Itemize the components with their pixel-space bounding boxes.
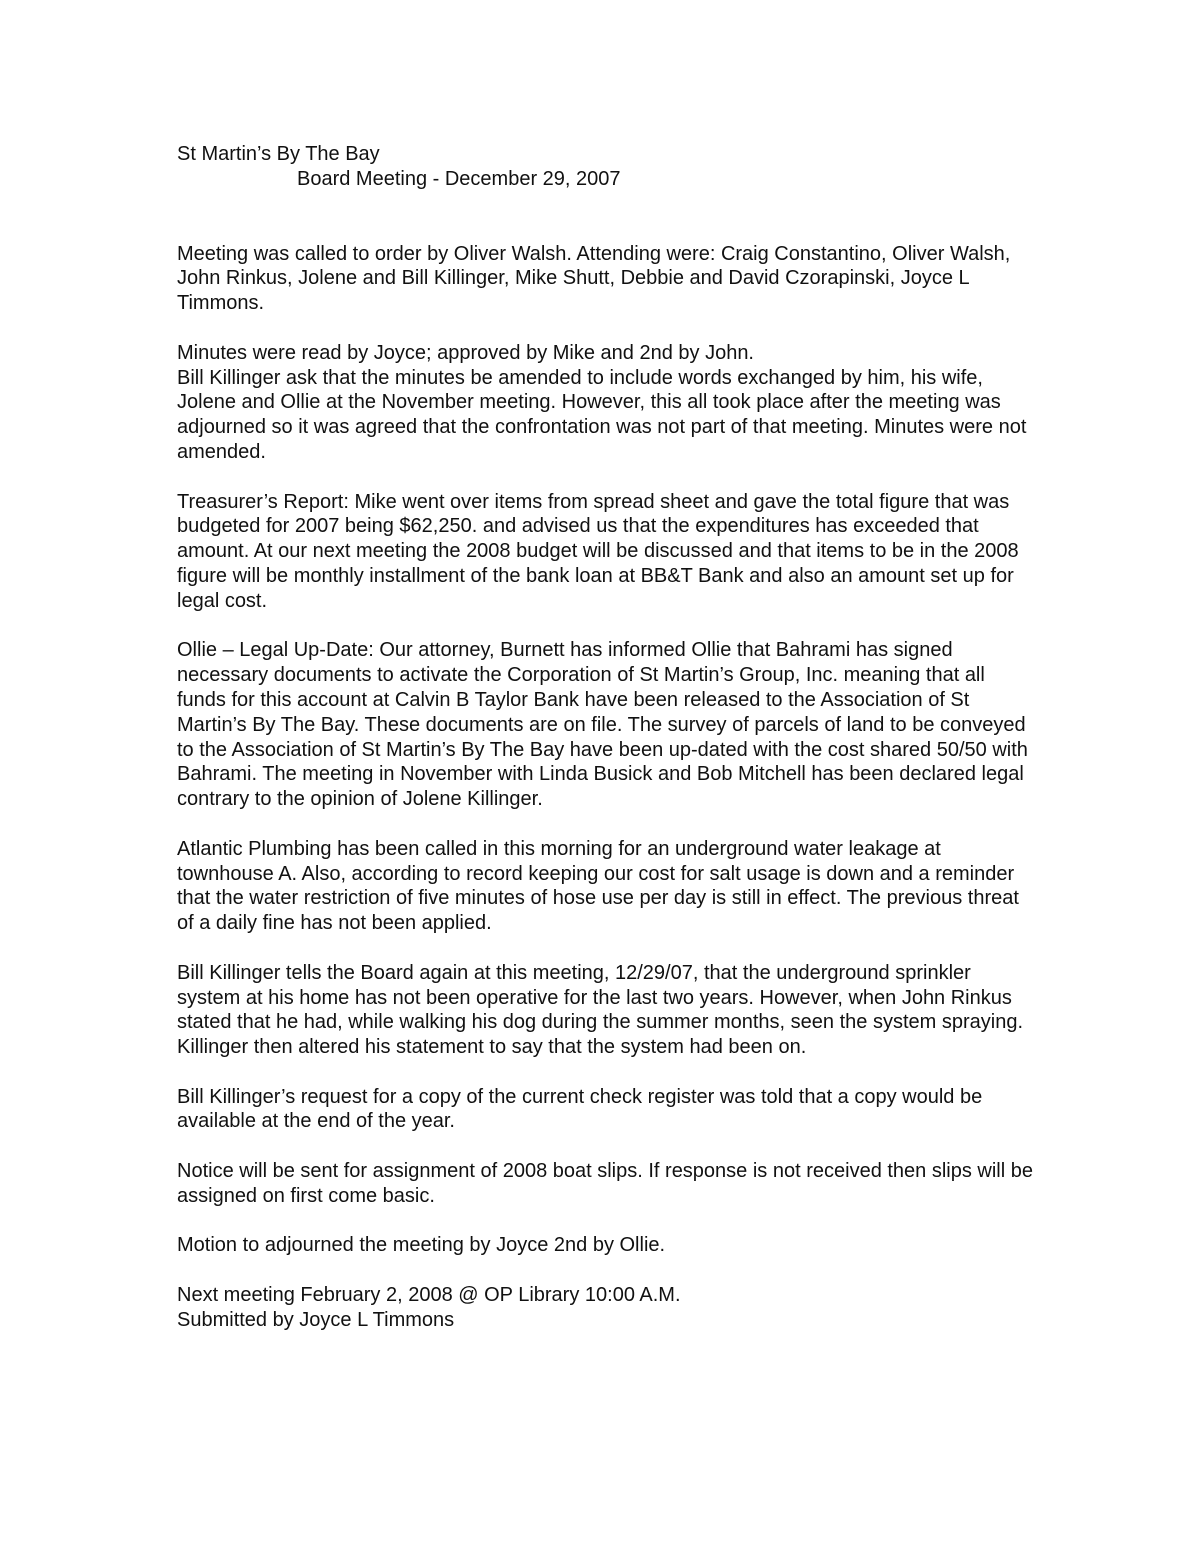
spacer: [177, 1134, 1037, 1159]
spacer: [177, 465, 1037, 490]
paragraph-adjourn: Motion to adjourned the meeting by Joyce 2nd by Ollie.: [177, 1234, 666, 1257]
paragraph-next-meeting: Next meeting February 2, 2008 @ OP Library 10:00 A.M.: [177, 1284, 681, 1307]
spacer: [177, 1060, 1037, 1085]
spacer: [177, 1209, 1037, 1234]
paragraph-plumbing: Atlantic Plumbing has been called in this morning for an underground water leakage at townhouse A. Also, according to record keeping our cost for salt usage is down and a reminder that the water restriction of five minutes of hose use per day is still in effect. The previous threat of a daily fine has not been applied.: [177, 837, 1019, 935]
spacer: [177, 316, 1037, 341]
spacer: [177, 812, 1037, 837]
organization-name: St Martin’s By The Bay: [177, 143, 380, 165]
paragraph-legal-update: Ollie – Legal Up-Date: Our attorney, Burnett has informed Ollie that Bahrami has signed necessary documents to activate the Corporation of St Martin’s Group, Inc. meaning that all funds for this account at Calvin B Taylor Bank have been released to the Association of St Martin’s By The Bay. These documents are on file. The survey of parcels of land to be conveyed to the Association of St Martin’s By The Bay have been up-dated with the cost shared 50/50 with Bahrami. The meeting in November with Linda Busick and Bob Mitchell has been declared legal contrary to the opinion of Jolene Killinger.: [177, 639, 1028, 811]
spacer: [177, 1258, 1037, 1283]
paragraph-submitted-by: Submitted by Joyce L Timmons: [177, 1308, 455, 1331]
paragraph-minutes-amend: Bill Killinger ask that the minutes be amended to include words exchanged by him, his wife, Jolene and Ollie at the November meeting. However, this all took place after the meeting was adjourned so it was agreed that the confrontation was not part of that meeting. Minutes were not amended.: [177, 366, 1027, 463]
spacer: [177, 192, 1037, 242]
meeting-title: Board Meeting - December 29, 2007: [297, 167, 621, 190]
spacer: [177, 936, 1037, 961]
paragraph-call-to-order: Meeting was called to order by Oliver Walsh. Attending were: Craig Constantino, Oliver Walsh, John Rinkus, Jolene and Bill Killinger, Mike Shutt, Debbie and David Czorapinski, Joyce L Timmons.: [177, 242, 1011, 315]
paragraph-minutes-read: Minutes were read by Joyce; approved by Mike and 2nd by John.: [177, 341, 754, 364]
document-page: [177, 142, 1037, 1333]
paragraph-sprinkler: Bill Killinger tells the Board again at this meeting, 12/29/07, that the underground sprinkler system at his home has not been operative for the last two years. However, when John Rinkus stated that he had, while walking his dog during the summer months, seen the system spraying. Killinger then altered his statement to say that the system had been on.: [177, 961, 1024, 1059]
paragraph-treasurer-report: Treasurer’s Report: Mike went over items from spread sheet and gave the total figure that was budgeted for 2007 being $62,250. and advised us that the expenditures has exceeded that amount. At our next meeting the 2008 budget will be discussed and that items to be in the 2008 figure will be monthly installment of the bank loan at BB&T Bank and also an amount set up for legal cost.: [177, 490, 1019, 612]
paragraph-boat-slips: Notice will be sent for assignment of 2008 boat slips. If response is not received then slips will be assigned on first come basic.: [177, 1160, 1033, 1207]
spacer: [177, 614, 1037, 639]
paragraph-check-register: Bill Killinger’s request for a copy of the current check register was told that a copy would be available at the end of the year.: [177, 1085, 983, 1133]
